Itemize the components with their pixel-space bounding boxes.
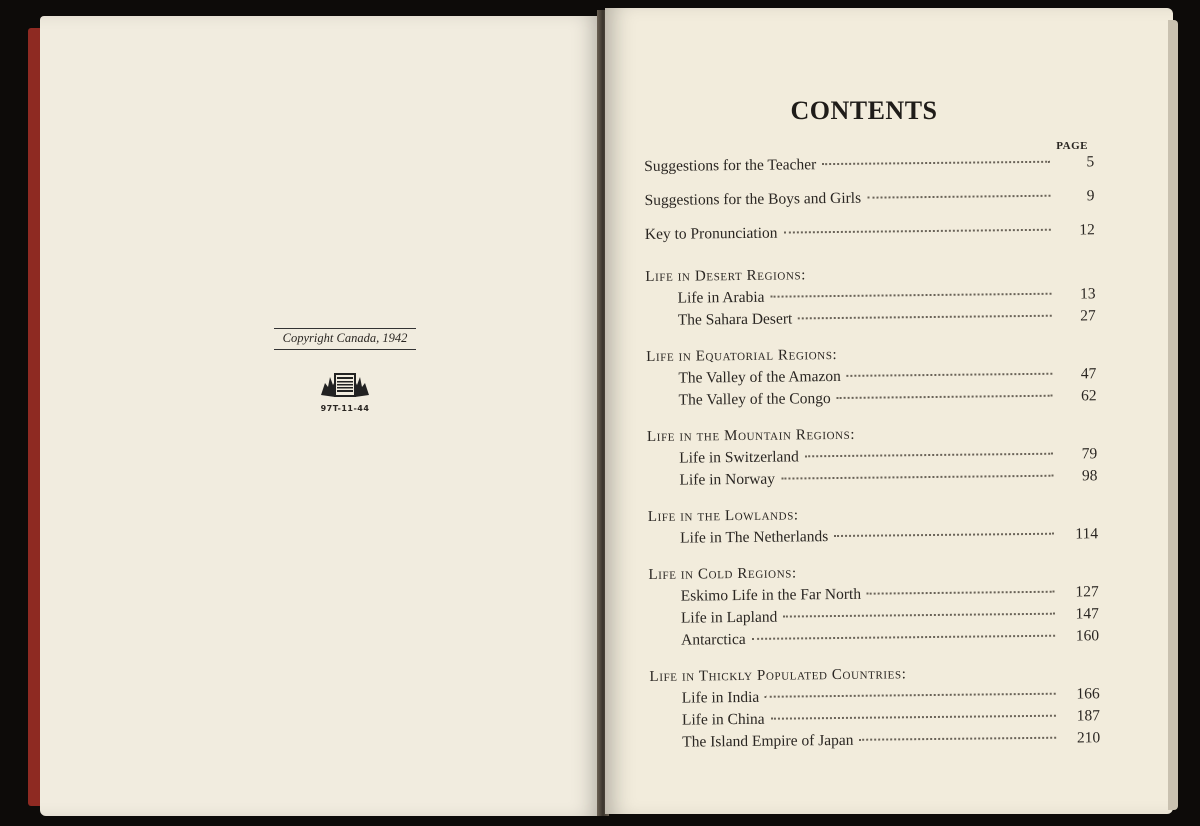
toc-entry-title: Life in Switzerland [679,448,799,467]
dot-leader [770,293,1051,298]
toc-entry-title: Life in The Netherlands [679,528,829,547]
toc-entry-title: The Island Empire of Japan [682,731,854,751]
toc-entry [648,523,1098,550]
dot-leader [771,715,1056,720]
toc-entry-title: The Sahara Desert [677,310,793,329]
dot-leader [867,195,1050,199]
section-heading: Life in Cold Regions: [648,565,797,583]
toc-entry-page: 5 [1086,153,1095,171]
dot-leader [765,693,1056,698]
toc-entry-title: Eskimo Life in the Far North [680,585,862,605]
toc-entry-page: 9 [1086,187,1095,205]
toc-entry-page: 166 [1076,685,1100,703]
left-page [40,16,602,816]
toc-entry-page: 187 [1076,707,1101,725]
toc-entry-title: The Valley of the Congo [678,390,831,409]
toc-entry-page: 12 [1079,221,1095,239]
section-heading: Life in Thickly Populated Countries: [649,666,907,685]
toc-entry [650,727,1100,754]
toc-entry-page: 27 [1080,307,1096,325]
dot-leader [837,395,1053,399]
toc-entry-page: 79 [1081,445,1098,463]
dot-leader [867,591,1055,595]
toc-entry [644,179,1094,218]
toc-entry-title: Life in China [681,710,765,729]
copyright-notice: Copyright Canada, 1942 [274,328,416,350]
toc-entry-title: Suggestions for the Boys and Girls [644,189,862,209]
contents-title: CONTENTS [790,96,938,125]
dot-leader [781,475,1053,480]
dot-leader [834,533,1054,537]
dot-leader [822,161,1050,165]
toc-entry [645,213,1095,252]
toc-entry-title: The Valley of the Amazon [678,367,841,387]
section-heading: Life in Equatorial Regions: [646,346,838,365]
toc-entry-title: Life in Norway [679,470,776,489]
dot-leader [798,315,1052,320]
toc-entry-title: Suggestions for the Teacher [644,156,817,175]
toc-entry-page: 47 [1080,365,1097,383]
toc-entry-page: 13 [1079,285,1096,303]
dot-leader [783,229,1050,234]
toc-entry-page: 62 [1081,387,1097,405]
toc-entry-page: 127 [1075,583,1099,601]
toc-entry-page: 160 [1075,627,1100,645]
dot-leader [847,373,1053,377]
dot-leader [752,635,1055,640]
toc-entry [649,625,1099,652]
toc-entry-title: Life in Lapland [680,608,778,627]
toc-entry-title: Key to Pronunciation [644,224,778,243]
section-heading: Life in the Mountain Regions: [646,426,856,445]
toc-entry-page: 98 [1081,467,1098,485]
section-heading: Life in Desert Regions: [645,267,807,285]
toc-entry-page: 147 [1075,605,1099,623]
toc-entry [647,385,1097,412]
dot-leader [859,737,1056,741]
toc-entry-title: Antarctica [681,630,746,649]
printed-in-canada-emblem [319,369,371,399]
union-code: 97T-11-44 [320,404,370,413]
toc-entry-title: Life in Arabia [677,288,765,307]
toc-entry-page: 114 [1075,525,1099,543]
dot-leader [783,613,1055,618]
toc-entry [644,145,1094,184]
toc-entry [646,305,1096,332]
section-heading: Life in the Lowlands: [647,507,799,525]
dot-leader [805,453,1053,458]
toc-entry-page: 210 [1076,729,1101,747]
page-column-heading: PAGE [1056,140,1088,152]
toc-entry [647,465,1097,492]
toc-entry-title: Life in India [681,688,760,707]
page-fore-edge [1168,20,1178,810]
table-of-contents [644,145,1100,754]
